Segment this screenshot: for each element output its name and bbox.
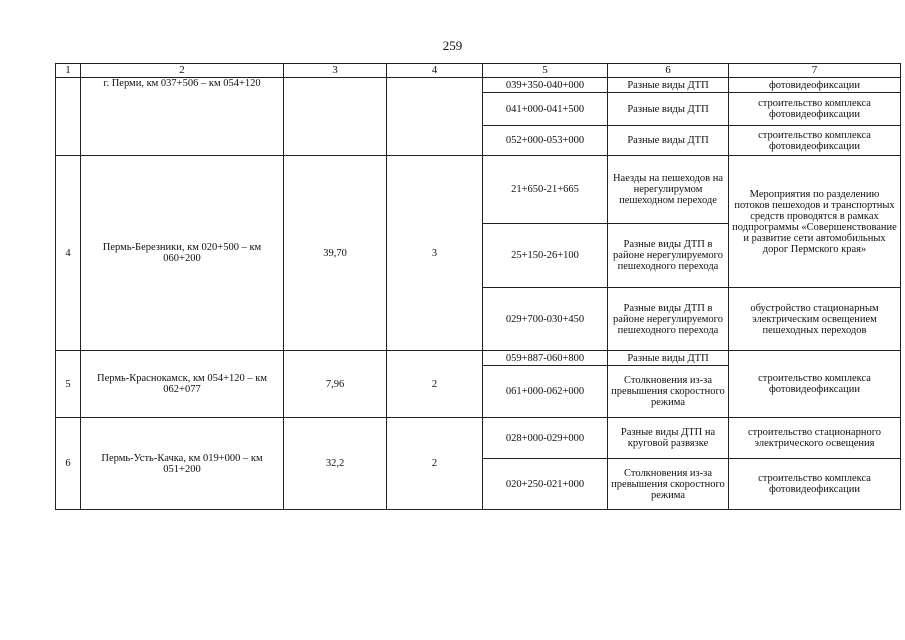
accident-type-cell: Разные виды ДТП в районе нерегулируемого пешеходного перехода <box>608 288 729 351</box>
accident-type-cell: Разные виды ДТП в районе нерегулируемого пешеходного перехода <box>608 224 729 288</box>
segment-cell: 25+150-26+100 <box>483 224 608 288</box>
measure-cell: строительство стационарного электрического освещения <box>729 418 901 459</box>
measure-cell: строительство комплекса фотовидеофиксации <box>729 126 901 156</box>
count-cell: 3 <box>387 156 483 351</box>
table-row <box>56 351 901 366</box>
length-cell <box>284 78 387 156</box>
table-row <box>56 78 901 93</box>
measure-cell: фотовидеофиксации <box>729 78 901 93</box>
header-cell: 6 <box>608 64 729 78</box>
accident-type-cell: Разные виды ДТП <box>608 93 729 126</box>
road-name-cell: Пермь-Усть-Качка, км 019+000 – км 051+200 <box>81 418 284 510</box>
table-row <box>56 418 901 459</box>
row-number-cell: 6 <box>56 418 81 510</box>
accident-type-cell: Разные виды ДТП <box>608 78 729 93</box>
segment-cell: 028+000-029+000 <box>483 418 608 459</box>
accident-type-cell: Столкновения из-за превышения скоростного режима <box>608 459 729 510</box>
header-cell: 1 <box>56 64 81 78</box>
segment-cell: 21+650-21+665 <box>483 156 608 224</box>
row-number-cell: 4 <box>56 156 81 351</box>
table-row <box>56 156 901 224</box>
accident-type-cell: Разные виды ДТП <box>608 351 729 366</box>
segment-cell: 020+250-021+000 <box>483 459 608 510</box>
length-cell: 32,2 <box>284 418 387 510</box>
header-cell: 4 <box>387 64 483 78</box>
road-name-cell: г. Перми, км 037+506 – км 054+120 <box>81 78 284 156</box>
header-cell: 3 <box>284 64 387 78</box>
measure-cell: строительство комплекса фотовидеофиксации <box>729 459 901 510</box>
road-safety-table <box>55 63 901 510</box>
measure-cell: Мероприятия по разделению потоков пешеходов и транспортных средств проводятся в рамках подпрограммы «Совершенствование и развитие сети автомобильных дорог Пермского края» <box>729 156 901 288</box>
road-name-cell: Пермь-Краснокамск, км 054+120 – км 062+077 <box>81 351 284 418</box>
count-cell: 2 <box>387 351 483 418</box>
count-cell <box>387 78 483 156</box>
accident-type-cell: Разные виды ДТП <box>608 126 729 156</box>
segment-cell: 052+000-053+000 <box>483 126 608 156</box>
row-number-cell: 5 <box>56 351 81 418</box>
accident-type-cell: Разные виды ДТП на круговой развязке <box>608 418 729 459</box>
count-cell: 2 <box>387 418 483 510</box>
segment-cell: 041+000-041+500 <box>483 93 608 126</box>
road-name-cell: Пермь-Березники, км 020+500 – км 060+200 <box>81 156 284 351</box>
length-cell: 7,96 <box>284 351 387 418</box>
measure-cell: обустройство стационарным электрическим освещением пешеходных переходов <box>729 288 901 351</box>
header-cell: 2 <box>81 64 284 78</box>
segment-cell: 059+887-060+800 <box>483 351 608 366</box>
length-cell: 39,70 <box>284 156 387 351</box>
measure-cell: строительство комплекса фотовидеофиксации <box>729 351 901 418</box>
header-row <box>56 64 901 78</box>
measure-cell: строительство комплекса фотовидеофиксации <box>729 93 901 126</box>
segment-cell: 039+350-040+000 <box>483 78 608 93</box>
segment-cell: 061+000-062+000 <box>483 366 608 418</box>
page-number: 259 <box>442 38 463 53</box>
header-cell: 5 <box>483 64 608 78</box>
header-cell: 7 <box>729 64 901 78</box>
accident-type-cell: Столкновения из-за превышения скоростного режима <box>608 366 729 418</box>
accident-type-cell: Наезды на пешеходов на нерегулирумом пешеходном переходе <box>608 156 729 224</box>
segment-cell: 029+700-030+450 <box>483 288 608 351</box>
row-number-cell <box>56 78 81 156</box>
